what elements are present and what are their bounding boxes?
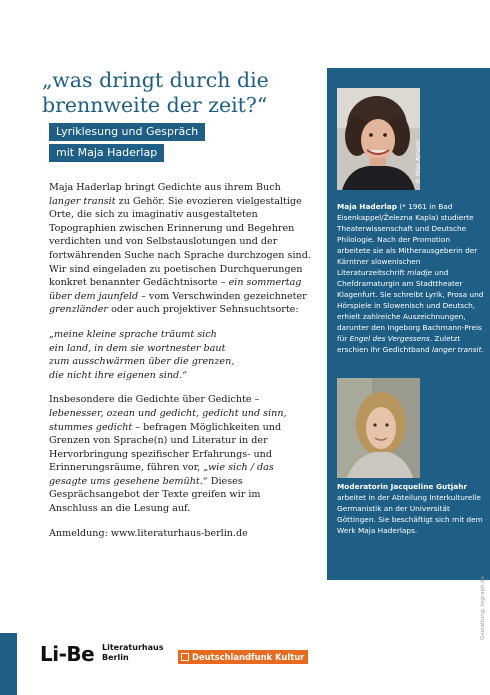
bio-jacqueline-gutjahr: Moderatorin Jacqueline Gutjahr arbeitet in der Abteilung Interkulturelle Germanistik an der Universität Göttingen. Sie beschäftigt sich mit dem Werk Maja Haderlaps.: [337, 482, 483, 535]
deutschlandfunk-kultur-logo: Deutschlandfunk Kultur: [178, 650, 308, 664]
event-description: [49, 181, 311, 551]
description-paragraph-1: Maja Haderlap bringt Gedichte aus ihrem Buch langer transit zu Gehör. Sie evozieren vielgestaltige Orte, die sich zu imaginativ ausgestalteten Topographien zwischen Erinnerung und Begehren verdichten und von Selbstauslotungen und der fortwährenden Suche nach Sprache durchzogen sind. Wir sind eingeladen zu poetischen Durchquerungen konkret benannter Gedächtnisorte – ein sommertag über dem jaunfeld – vom Verschwinden gezeichneter grenzländer oder auch projektiver Sehnsuchtsorte:: [49, 182, 311, 316]
literaturhaus-logo-text: Literaturhaus Berlin: [102, 643, 164, 662]
portrait-jacqueline-gutjahr: [337, 378, 420, 478]
subtitle-line-1: Lyriklesung und Gespräch: [49, 123, 205, 141]
libe-logo: Li-Be: [40, 642, 95, 666]
photo-credit: © Max Amann: [415, 139, 422, 184]
poem-quote: „meine kleine sprache träumt sich ein land, in dem sie wortnester baut zum ausschwärmen über die grenzen, die nicht ihre eigenen sind.“: [49, 328, 235, 381]
registration-info: Anmeldung: www.literaturhaus-berlin.de: [49, 527, 248, 539]
bio-maja-haderlap: Maja Haderlap (* 1961 in Bad Eisenkappel/Železna Kapla) studierte Theaterwissenschaft und Deutsche Philologie. Nach der Promotion arbeitete sie als Mitherausgeberin der Kärntner slowenischen Literaturzeitschrift mladje und Chefdramaturgin am Stadttheater Klagenfurt. Sie schreibt Lyrik, Prosa und Hörspiele in Slowenisch und Deutsch, erhielt zahlreiche Auszeichnungen, darunter den Ingeborg Bachmann-Preis für Engel des Vergessens. Zuletzt erschien ihr Gedichtband langer transit.: [337, 202, 484, 354]
portrait-maja-haderlap: [337, 88, 420, 190]
footer-accent-stripe: [0, 633, 17, 695]
page-title: „was dringt durch die brennweite der zeit?“: [42, 68, 269, 117]
sidebar-panel: [327, 68, 490, 580]
event-subtitle: [49, 123, 205, 165]
subtitle-line-2: mit Maja Haderlap: [49, 144, 164, 162]
description-paragraph-2: Insbesondere die Gedichte über Gedichte – lebenesser, ozean und gedicht, gedicht und sinn, stummes gedicht – befragen Möglichkeiten und Grenzen von Sprache(n) und Literatur in der Hervorbringung spezifischer Erfahrungs- und Erinnerungsräume, führen vor, „wie sich / das gesagte ums gesehene bemüht.“ Dieses Gesprächsangebot der Texte greifen wir im Anschluss an die Lesung auf.: [49, 394, 287, 515]
design-credit: Gestaltung: tegraph.de: [480, 575, 486, 640]
radio-logo-icon: [181, 653, 189, 661]
